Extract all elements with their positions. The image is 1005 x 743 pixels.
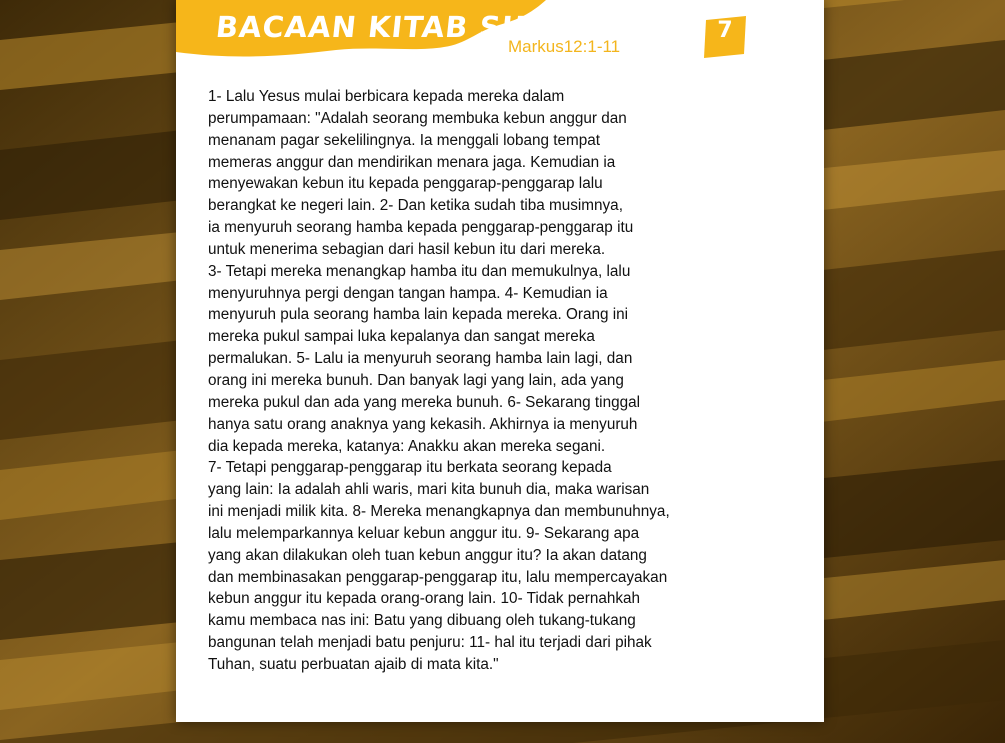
- passage-line: perumpamaan: "Adalah seorang membuka kebun anggur dan: [208, 109, 627, 127]
- passage-line: memeras anggur dan mendirikan menara jaga. Kemudian ia: [208, 153, 616, 171]
- passage-line: untuk menerima sebagian dari hasil kebun itu dari mereka.: [208, 240, 606, 258]
- passage-text: [208, 86, 768, 676]
- passage-line: 1- Lalu Yesus mulai berbicara kepada mereka dalam: [208, 88, 565, 105]
- passage-line: permalukan. 5- Lalu ia menyuruh seorang hamba lain lagi, dan: [208, 350, 633, 368]
- passage-line: mereka pukul dan ada yang mereka bunuh. 6- Sekarang tinggal: [208, 393, 640, 411]
- passage-line: yang lain: Ia adalah ahli waris, mari kita bunuh dia, maka warisan: [208, 481, 650, 499]
- passage-line: kamu membaca nas ini: Batu yang dibuang oleh tukang-tukang: [208, 612, 636, 630]
- passage-line: 3- Tetapi mereka menangkap hamba itu dan memukulnya, lalu: [208, 262, 631, 280]
- passage-line: dia kepada mereka, katanya: Anakku akan mereka segani.: [208, 437, 606, 455]
- passage-line: ini menjadi milik kita. 8- Mereka menangkapnya dan membunuhnya,: [208, 503, 670, 521]
- passage-line: berangkat ke negeri lain. 2- Dan ketika sudah tiba musimnya,: [208, 197, 623, 215]
- passage-line: menyuruhnya pergi dengan tangan hampa. 4- Kemudian ia: [208, 284, 608, 302]
- passage-line: menanam pagar sekelilingnya. Ia menggali lobang tempat: [208, 131, 601, 149]
- passage-line: orang ini mereka bunuh. Dan banyak lagi yang lain, ada yang: [208, 371, 624, 389]
- passage-line: dan membinasakan penggarap-penggarap itu, lalu mempercayakan: [208, 568, 668, 586]
- passage-line: kebun anggur itu kepada orang-orang lain. 10- Tidak pernahkah: [208, 590, 641, 608]
- passage-line: 7- Tetapi penggarap-penggarap itu berkata seorang kepada: [208, 459, 612, 477]
- passage-line: hanya satu orang anaknya yang kekasih. Akhirnya ia menyuruh: [208, 415, 638, 433]
- passage-line: menyuruh pula seorang hamba lain kepada mereka. Orang ini: [208, 306, 629, 324]
- passage-line: mereka pukul sampai luka kepalanya dan sangat mereka: [208, 328, 595, 346]
- page-title: BACAAN KITAB SUCI: [214, 10, 562, 44]
- passage-line: Tuhan, suatu perbuatan ajaib di mata kita.": [208, 655, 499, 673]
- passage-line: lalu melemparkannya keluar kebun anggur itu. 9- Sekarang apa: [208, 524, 640, 542]
- scripture-card: [176, 0, 824, 722]
- passage-line: ia menyuruh seorang hamba kepada penggarap-penggarap itu: [208, 219, 634, 237]
- badge-number: 7: [717, 18, 733, 43]
- passage-line: menyewakan kebun itu kepada penggarap-penggarap lalu: [208, 175, 603, 193]
- passage-line: yang akan dilakukan oleh tuan kebun anggur itu? Ia akan datang: [208, 546, 647, 564]
- scripture-reference: Markus12:1-11: [508, 37, 621, 56]
- passage-line: bangunan telah menjadi batu penjuru: 11- hal itu terjadi dari pihak: [208, 634, 652, 652]
